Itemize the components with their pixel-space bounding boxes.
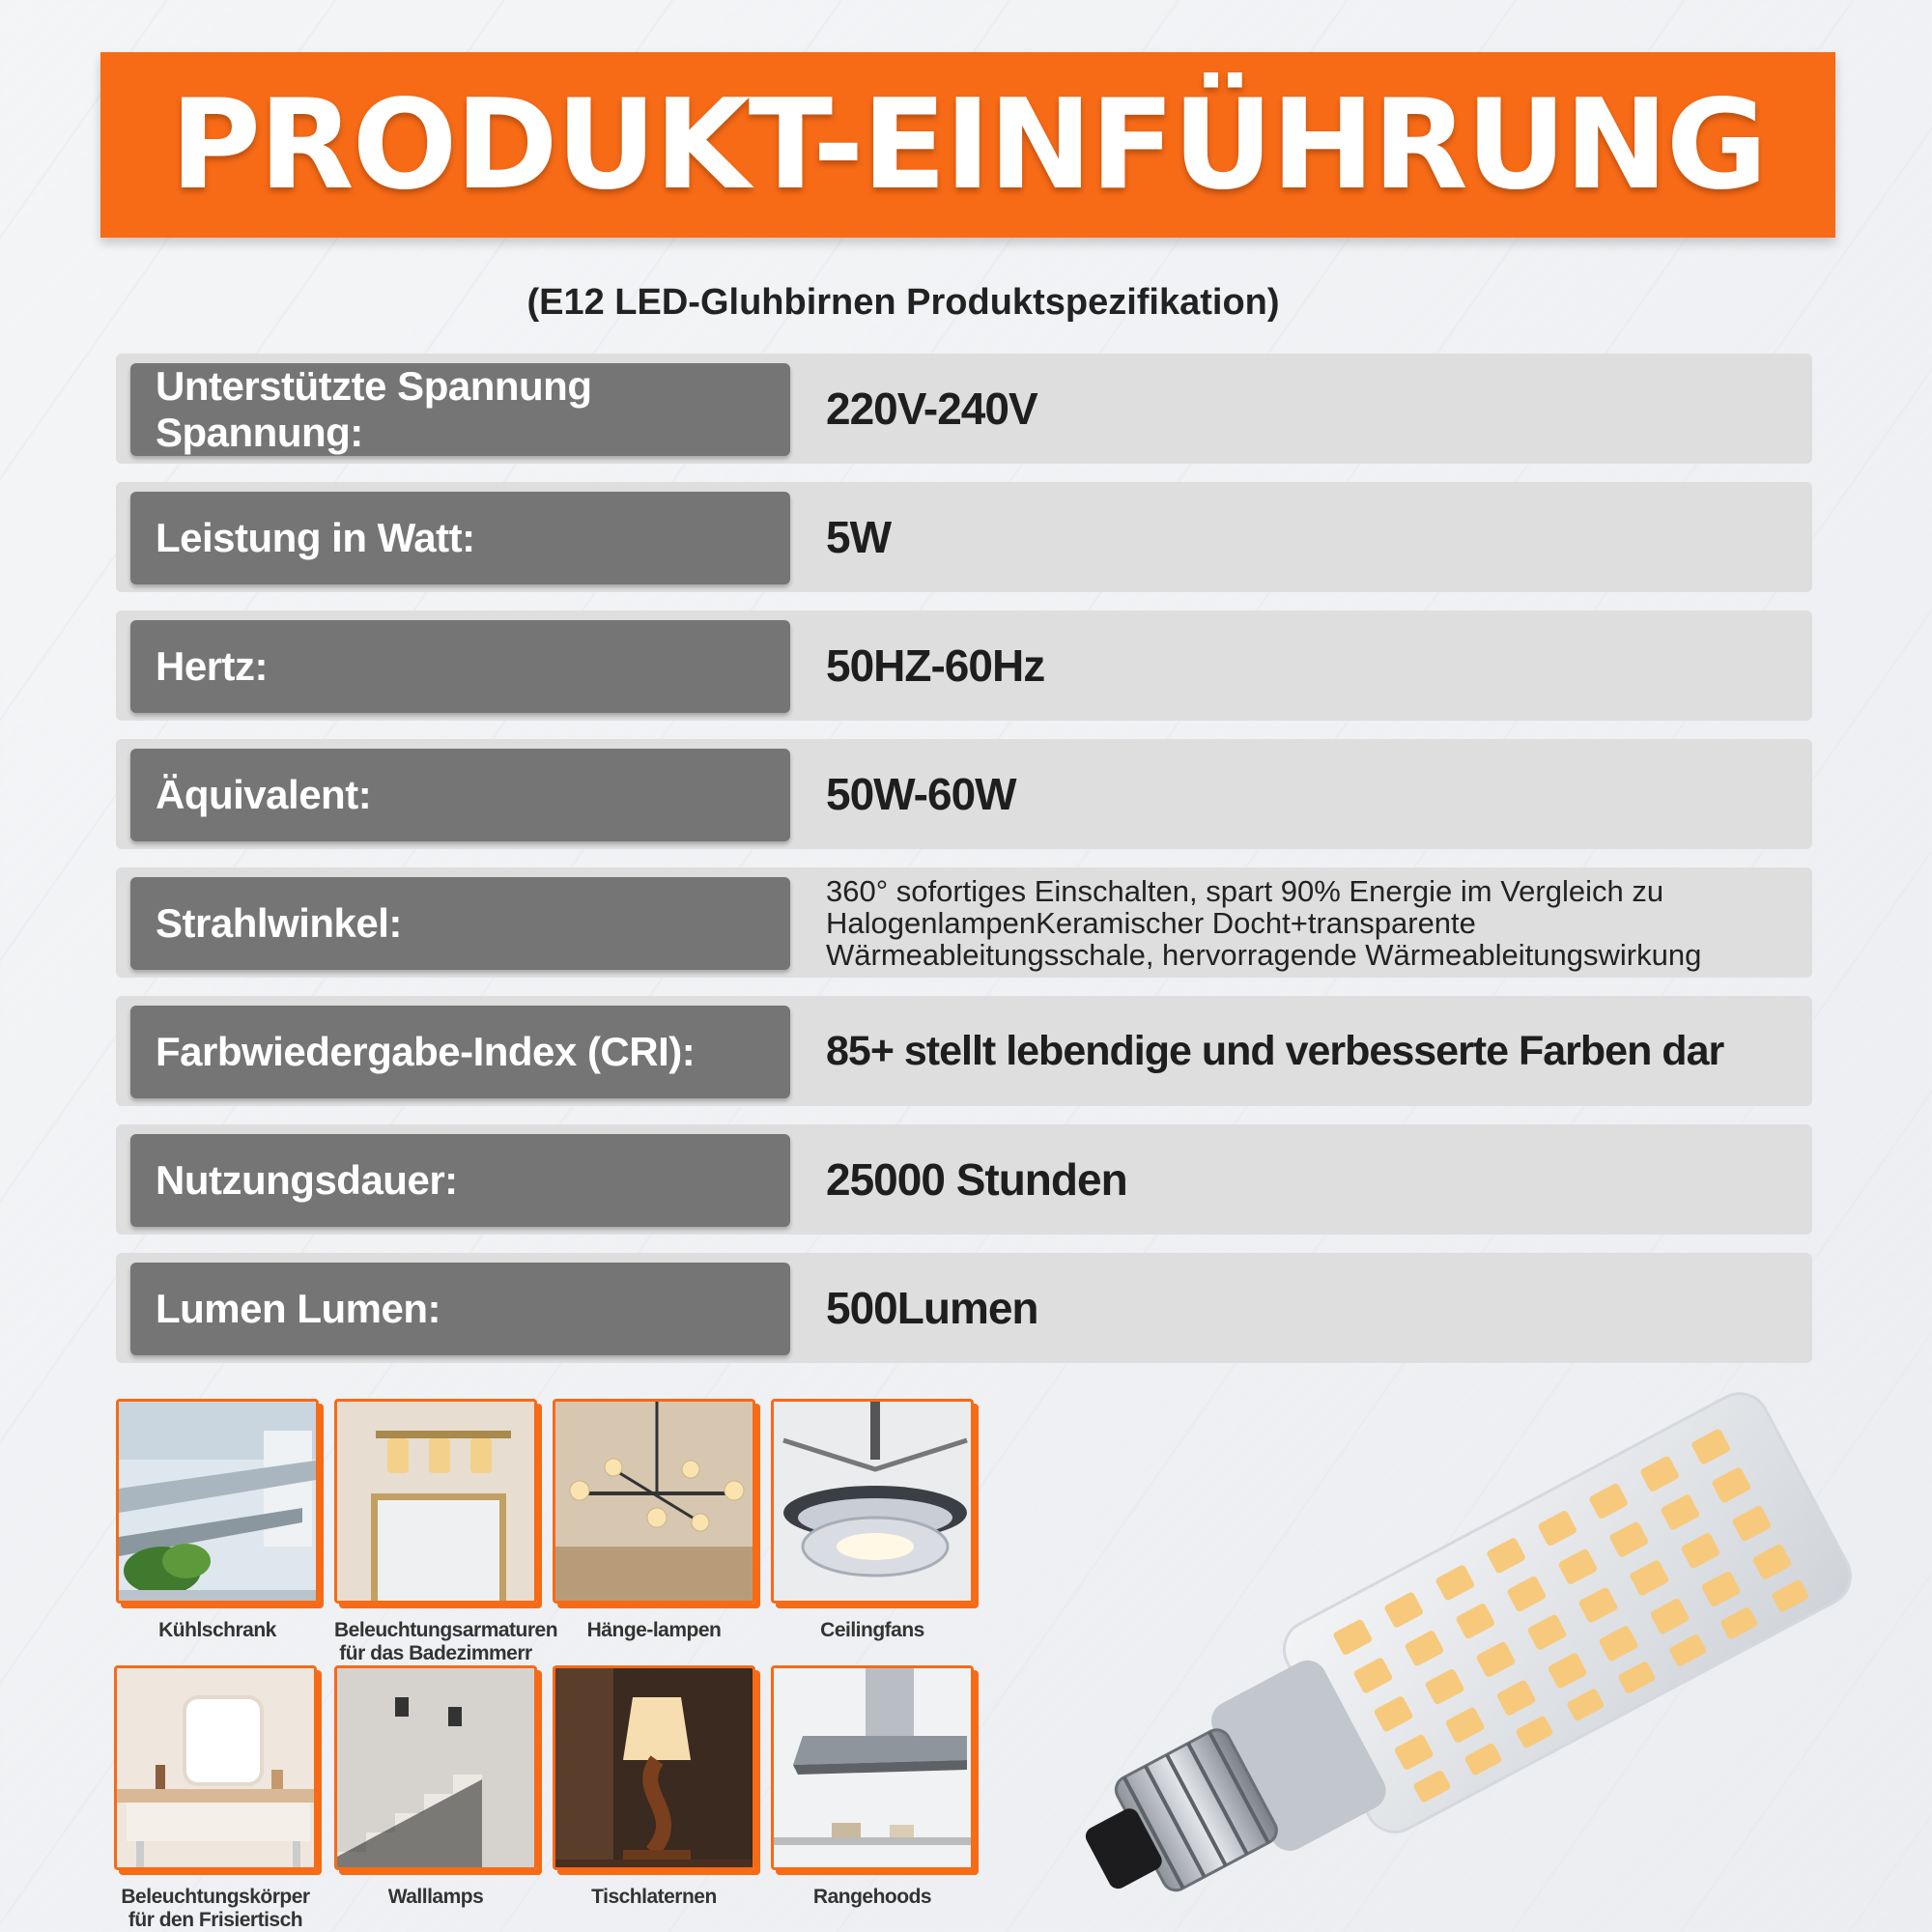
app-caption: Beleuchtungskörper für den Frisiertisch: [121, 1886, 310, 1931]
spec-row-wattage: [116, 482, 1812, 592]
pendant-lamp-photo: [553, 1399, 755, 1604]
spec-row-voltage: [116, 354, 1812, 464]
app-tile-fridge: [116, 1399, 319, 1642]
page-subtitle: (E12 LED-Gluhbirnen Produktspezifikation): [526, 282, 1280, 323]
bathroom-fixture-photo: [334, 1399, 537, 1604]
app-caption: Ceilingfans: [820, 1619, 924, 1641]
spec-value: 5W: [826, 512, 891, 562]
app-tile-table-lamp: [553, 1665, 755, 1909]
spec-label: Äquivalent:: [130, 749, 790, 841]
app-tile-ceiling-fan: [771, 1399, 974, 1642]
app-caption: Tischlaternen: [591, 1886, 717, 1908]
spec-value: 25000 Stunden: [826, 1154, 1127, 1205]
app-tile-wall-lamp: [334, 1665, 537, 1909]
app-caption: Beleuchtungsarmaturen für das Badezimmerr: [334, 1619, 558, 1664]
spec-value: 50HZ-60Hz: [826, 640, 1045, 691]
spec-value: 85+ stellt lebendige und verbesserte Farben dar: [826, 1027, 1724, 1074]
spec-value: 50W-60W: [826, 769, 1016, 819]
spec-label: Hertz:: [130, 620, 790, 713]
spec-value: 500Lumen: [826, 1283, 1038, 1333]
app-caption: Rangehoods: [812, 1886, 932, 1908]
spec-row-beam-angle: [116, 867, 1812, 978]
app-caption: Hänge-lampen: [586, 1619, 722, 1641]
range-hood-photo: [771, 1665, 974, 1870]
spec-value: 220V-240V: [826, 384, 1037, 434]
title-banner: [100, 52, 1835, 238]
spec-row-lumen: [116, 1253, 1812, 1363]
table-lamp-photo: [553, 1665, 755, 1870]
spec-row-cri: [116, 996, 1812, 1106]
app-tile-vanity: [114, 1665, 317, 1932]
spec-value: 360° sofortiges Einschalten, spart 90% Energie im Vergleich zu HalogenlampenKeramischer Docht+transparente Wärmeableitungsschale, hervorragende Wärmeableitungswirkung: [826, 873, 1702, 972]
wall-lamp-photo: [334, 1665, 537, 1870]
spec-row-lifetime: [116, 1124, 1812, 1235]
app-caption: Walllamps: [387, 1886, 484, 1908]
led-bulb-image: [995, 1381, 1932, 1932]
spec-row-equivalent: [116, 739, 1812, 849]
app-tile-bathroom: [334, 1399, 558, 1665]
spec-table: [116, 354, 1812, 1381]
spec-label: Farbwiedergabe-Index (CRI):: [130, 1006, 790, 1098]
spec-label: Lumen Lumen:: [130, 1263, 790, 1355]
fridge-photo: [116, 1399, 319, 1604]
spec-label: Leistung in Watt:: [130, 492, 790, 584]
spec-label: Nutzungsdauer:: [130, 1134, 790, 1227]
app-tile-pendant: [553, 1399, 755, 1642]
app-caption: Kühlschrank: [158, 1619, 276, 1641]
ceiling-fan-photo: [771, 1399, 974, 1604]
spec-row-hertz: [116, 611, 1812, 721]
page-title: PRODUKT-EINFÜHRUNG: [170, 72, 1766, 217]
spec-label: Unterstützte Spannung Spannung:: [130, 363, 790, 456]
app-tile-range-hood: [771, 1665, 974, 1909]
spec-label: Strahlwinkel:: [130, 877, 790, 970]
vanity-photo: [114, 1665, 317, 1870]
